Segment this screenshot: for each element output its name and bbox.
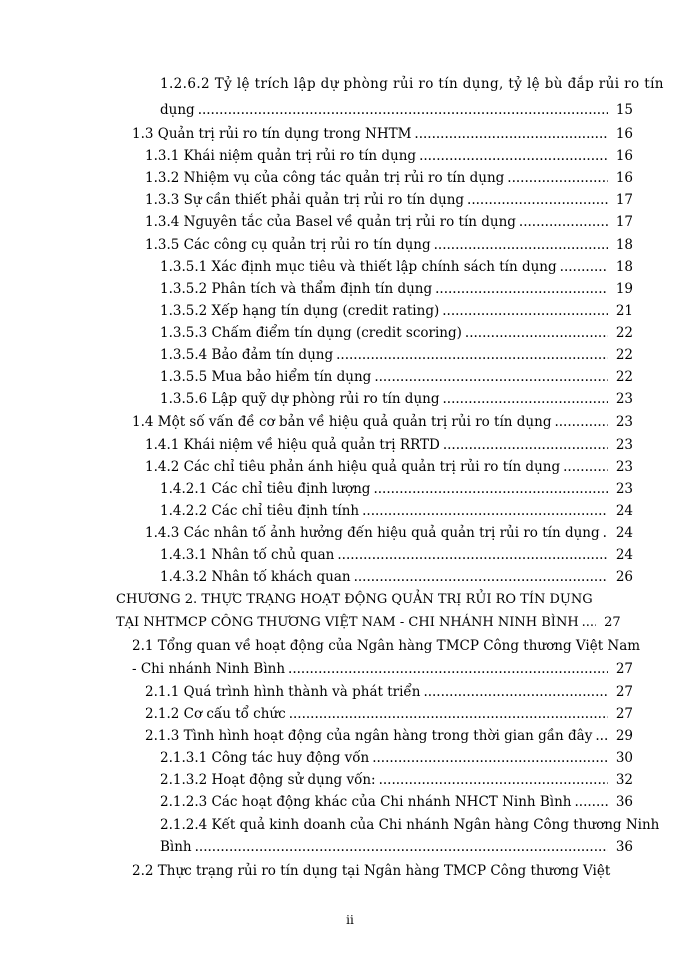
page-ref: 27 xyxy=(615,661,633,677)
toc-entry[interactable] xyxy=(145,147,633,165)
page-ref: 22 xyxy=(615,369,633,385)
toc-entry-title: dụng xyxy=(160,102,195,118)
toc-entry[interactable] xyxy=(160,749,633,767)
page-ref: 23 xyxy=(615,481,633,497)
toc-entry-title: 1.3.5.2 Xếp hạng tín dụng (credit rating) xyxy=(160,303,440,319)
page-ref: 24 xyxy=(615,503,633,519)
page-ref: 23 xyxy=(615,414,633,430)
toc-entry[interactable] xyxy=(160,346,633,364)
page-ref: 27 xyxy=(604,615,621,630)
leader-dots xyxy=(434,236,608,254)
page-ref: 36 xyxy=(615,839,633,855)
toc-entry[interactable] xyxy=(160,793,633,811)
toc-entry[interactable] xyxy=(160,324,633,342)
page-ref: 27 xyxy=(615,706,633,722)
page-ref: 22 xyxy=(615,325,633,341)
toc-entry[interactable] xyxy=(160,390,633,408)
toc-entry-title: 1.3.2 Nhiệm vụ của công tác quản trị rủi ro tín dụng xyxy=(145,170,505,186)
leader-dots xyxy=(419,147,608,165)
leader-dots xyxy=(507,169,608,187)
toc-entry-title: 1.3.5.2 Phân tích và thẩm định tín dụng xyxy=(160,281,433,297)
toc-entry[interactable] xyxy=(145,683,633,701)
page-ref: 21 xyxy=(615,303,633,319)
leader-dots xyxy=(372,749,608,767)
toc-entry[interactable] xyxy=(145,705,633,723)
toc-entry-title: 2.1.2.4 Kết quả kinh doanh của Chi nhánh Ngân hàng Công thương Ninh xyxy=(160,817,660,833)
toc-entry-title: 1.4.2.2 Các chỉ tiêu định tính xyxy=(160,503,360,519)
page-ref: 17 xyxy=(615,214,633,230)
toc-entry[interactable] xyxy=(145,727,633,745)
toc-entry-title: 1.3.3 Sự cần thiết phải quản trị rủi ro tín dụng xyxy=(145,192,465,208)
toc-entry[interactable] xyxy=(132,862,633,880)
toc-entry-title: 1.4.2 Các chỉ tiêu phản ánh hiệu quả quản trị rủi ro tín dụng xyxy=(145,459,561,475)
toc-chapter[interactable] xyxy=(116,591,633,609)
page-ref: 18 xyxy=(615,259,633,275)
toc-entry[interactable] xyxy=(160,546,633,564)
leader-dots xyxy=(423,683,608,701)
toc-entry[interactable] xyxy=(145,236,633,254)
leader-dots xyxy=(603,524,608,542)
leader-dots xyxy=(442,390,608,408)
page-ref: 30 xyxy=(615,750,633,766)
toc-entry-title: 2.1.3 Tình hình hoạt động của ngân hàng trong thời gian gần đây xyxy=(145,728,593,744)
toc-entry-title: 1.3.5.3 Chấm điểm tín dụng (credit scoring) xyxy=(160,325,462,341)
toc-entry-title: 1.4.2.1 Các chỉ tiêu định lượng xyxy=(160,481,371,497)
leader-dots xyxy=(379,771,608,789)
toc-entry-title: 1.3.5.4 Bảo đảm tín dụng xyxy=(160,347,334,363)
leader-dots xyxy=(582,614,596,632)
page-ref: 19 xyxy=(615,281,633,297)
leader-dots xyxy=(373,480,608,498)
toc-entry[interactable] xyxy=(132,637,641,655)
leader-dots xyxy=(198,101,608,119)
leader-dots xyxy=(443,436,608,454)
page-ref: 24 xyxy=(615,525,633,541)
page-ref: 23 xyxy=(615,437,633,453)
leader-dots xyxy=(336,346,608,364)
toc-entry[interactable] xyxy=(160,771,633,789)
leader-dots xyxy=(442,302,608,320)
toc-entry[interactable] xyxy=(160,302,633,320)
toc-entry-title: 1.3.4 Nguyên tắc của Basel về quản trị rủi ro tín dụng xyxy=(145,214,516,230)
leader-dots xyxy=(195,838,608,856)
toc-entry[interactable] xyxy=(160,258,633,276)
toc-entry-title: 1.3 Quản trị rủi ro tín dụng trong NHTM xyxy=(132,126,412,142)
toc-entry-title: 1.4.3.2 Nhân tố khách quan xyxy=(160,569,351,585)
page-ref: 18 xyxy=(615,237,633,253)
page-ref: 16 xyxy=(615,170,633,186)
toc-entry-title: Bình xyxy=(160,839,192,855)
leader-dots xyxy=(467,191,608,209)
toc-entry[interactable] xyxy=(160,816,660,834)
toc-entry[interactable] xyxy=(145,191,633,209)
page-ref: 22 xyxy=(615,347,633,363)
toc-entry-title: 1.4.1 Khái niệm về hiệu quả quản trị RRTD xyxy=(145,437,440,453)
page-ref: 27 xyxy=(615,684,633,700)
toc-chapter-title: TẠI NHTMCP CÔNG THƯƠNG VIỆT NAM - CHI NHÁNH NINH BÌNH xyxy=(116,615,579,630)
toc-entry[interactable] xyxy=(145,436,633,454)
toc-entry-title: 1.3.5.6 Lập quỹ dự phòng rủi ro tín dụng xyxy=(160,391,440,407)
toc-entry-title: 1.3.5.1 Xác định mục tiêu và thiết lập chính sách tín dụng xyxy=(160,259,557,275)
toc-entry[interactable] xyxy=(132,413,633,431)
leader-dots xyxy=(414,125,608,143)
toc-entry-title: 2.1.3.2 Hoạt động sử dụng vốn: xyxy=(160,772,376,788)
page-ref: 24 xyxy=(615,547,633,563)
leader-dots xyxy=(354,568,608,586)
leader-dots xyxy=(563,458,608,476)
page-ref: 36 xyxy=(615,794,633,810)
toc-entry[interactable] xyxy=(132,125,633,143)
toc-entry-title: 1.3.5 Các công cụ quản trị rủi ro tín dụng xyxy=(145,237,431,253)
toc-entry[interactable] xyxy=(145,524,633,542)
toc-entry[interactable] xyxy=(145,169,633,187)
page-ref: 16 xyxy=(615,148,633,164)
leader-dots xyxy=(374,368,608,386)
leader-dots xyxy=(595,727,608,745)
toc-entry-title: 2.1.1 Quá trình hình thành và phát triển xyxy=(145,684,421,700)
toc-entry-title: 2.1 Tổng quan về hoạt động của Ngân hàng TMCP Công thương Việt Nam xyxy=(132,638,641,654)
leader-dots xyxy=(289,705,608,723)
toc-entry[interactable] xyxy=(160,368,633,386)
toc-entry-continued[interactable] xyxy=(132,660,633,678)
toc-entry-title: 1.4.3 Các nhân tố ảnh hưởng đến hiệu quả quản trị rủi ro tín dụng xyxy=(145,525,600,541)
page-ref: 32 xyxy=(615,772,633,788)
toc-entry-title: 1.2.6.2 Tỷ lệ trích lập dự phòng rủi ro tín dụng, tỷ lệ bù đắp rủi ro tín xyxy=(160,76,664,92)
page-ref: 23 xyxy=(615,391,633,407)
toc-entry-title: - Chi nhánh Ninh Bình xyxy=(132,661,286,677)
page-number: ii xyxy=(346,913,354,927)
toc-entry[interactable] xyxy=(160,568,633,586)
toc-entry-title: 2.1.2 Cơ cấu tổ chức xyxy=(145,706,286,722)
leader-dots xyxy=(362,502,608,520)
toc-entry[interactable] xyxy=(160,502,633,520)
page-ref: 16 xyxy=(615,126,633,142)
toc-entry-title: 2.2 Thực trạng rủi ro tín dụng tại Ngân hàng TMCP Công thương Việt xyxy=(132,863,611,879)
toc-entry[interactable] xyxy=(160,75,664,93)
page-ref: 15 xyxy=(615,102,633,118)
toc-entry-title: 1.3.5.5 Mua bảo hiểm tín dụng xyxy=(160,369,372,385)
page-ref: 26 xyxy=(615,569,633,585)
leader-dots xyxy=(560,258,608,276)
toc-entry-title: 1.4.3.1 Nhân tố chủ quan xyxy=(160,547,335,563)
leader-dots xyxy=(465,324,608,342)
leader-dots xyxy=(288,660,608,678)
toc-entry[interactable] xyxy=(160,280,633,298)
leader-dots xyxy=(554,413,608,431)
page-ref: 17 xyxy=(615,192,633,208)
leader-dots xyxy=(575,793,608,811)
leader-dots xyxy=(435,280,608,298)
leader-dots xyxy=(337,546,608,564)
leader-dots xyxy=(519,213,608,231)
toc-entry-continued[interactable] xyxy=(160,101,633,119)
toc-chapter-title: CHƯƠNG 2. THỰC TRẠNG HOẠT ĐỘNG QUẢN TRỊ RỦI RO TÍN DỤNG xyxy=(116,592,593,607)
toc-entry-title: 2.1.3.1 Công tác huy động vốn xyxy=(160,750,370,766)
toc-entry[interactable] xyxy=(145,213,633,231)
toc-entry-continued[interactable] xyxy=(160,838,633,856)
toc-entry-title: 2.1.2.3 Các hoạt động khác của Chi nhánh NHCT Ninh Bình xyxy=(160,794,572,810)
toc-entry-title: 1.3.1 Khái niệm quản trị rủi ro tín dụng xyxy=(145,148,417,164)
page-ref: 29 xyxy=(615,728,633,744)
toc-entry[interactable] xyxy=(160,480,633,498)
toc-entry[interactable] xyxy=(145,458,633,476)
toc-entry-title: 1.4 Một số vấn đề cơ bản về hiệu quả quản trị rủi ro tín dụng xyxy=(132,414,552,430)
page-ref: 23 xyxy=(615,459,633,475)
toc-chapter-continued[interactable] xyxy=(116,614,633,632)
